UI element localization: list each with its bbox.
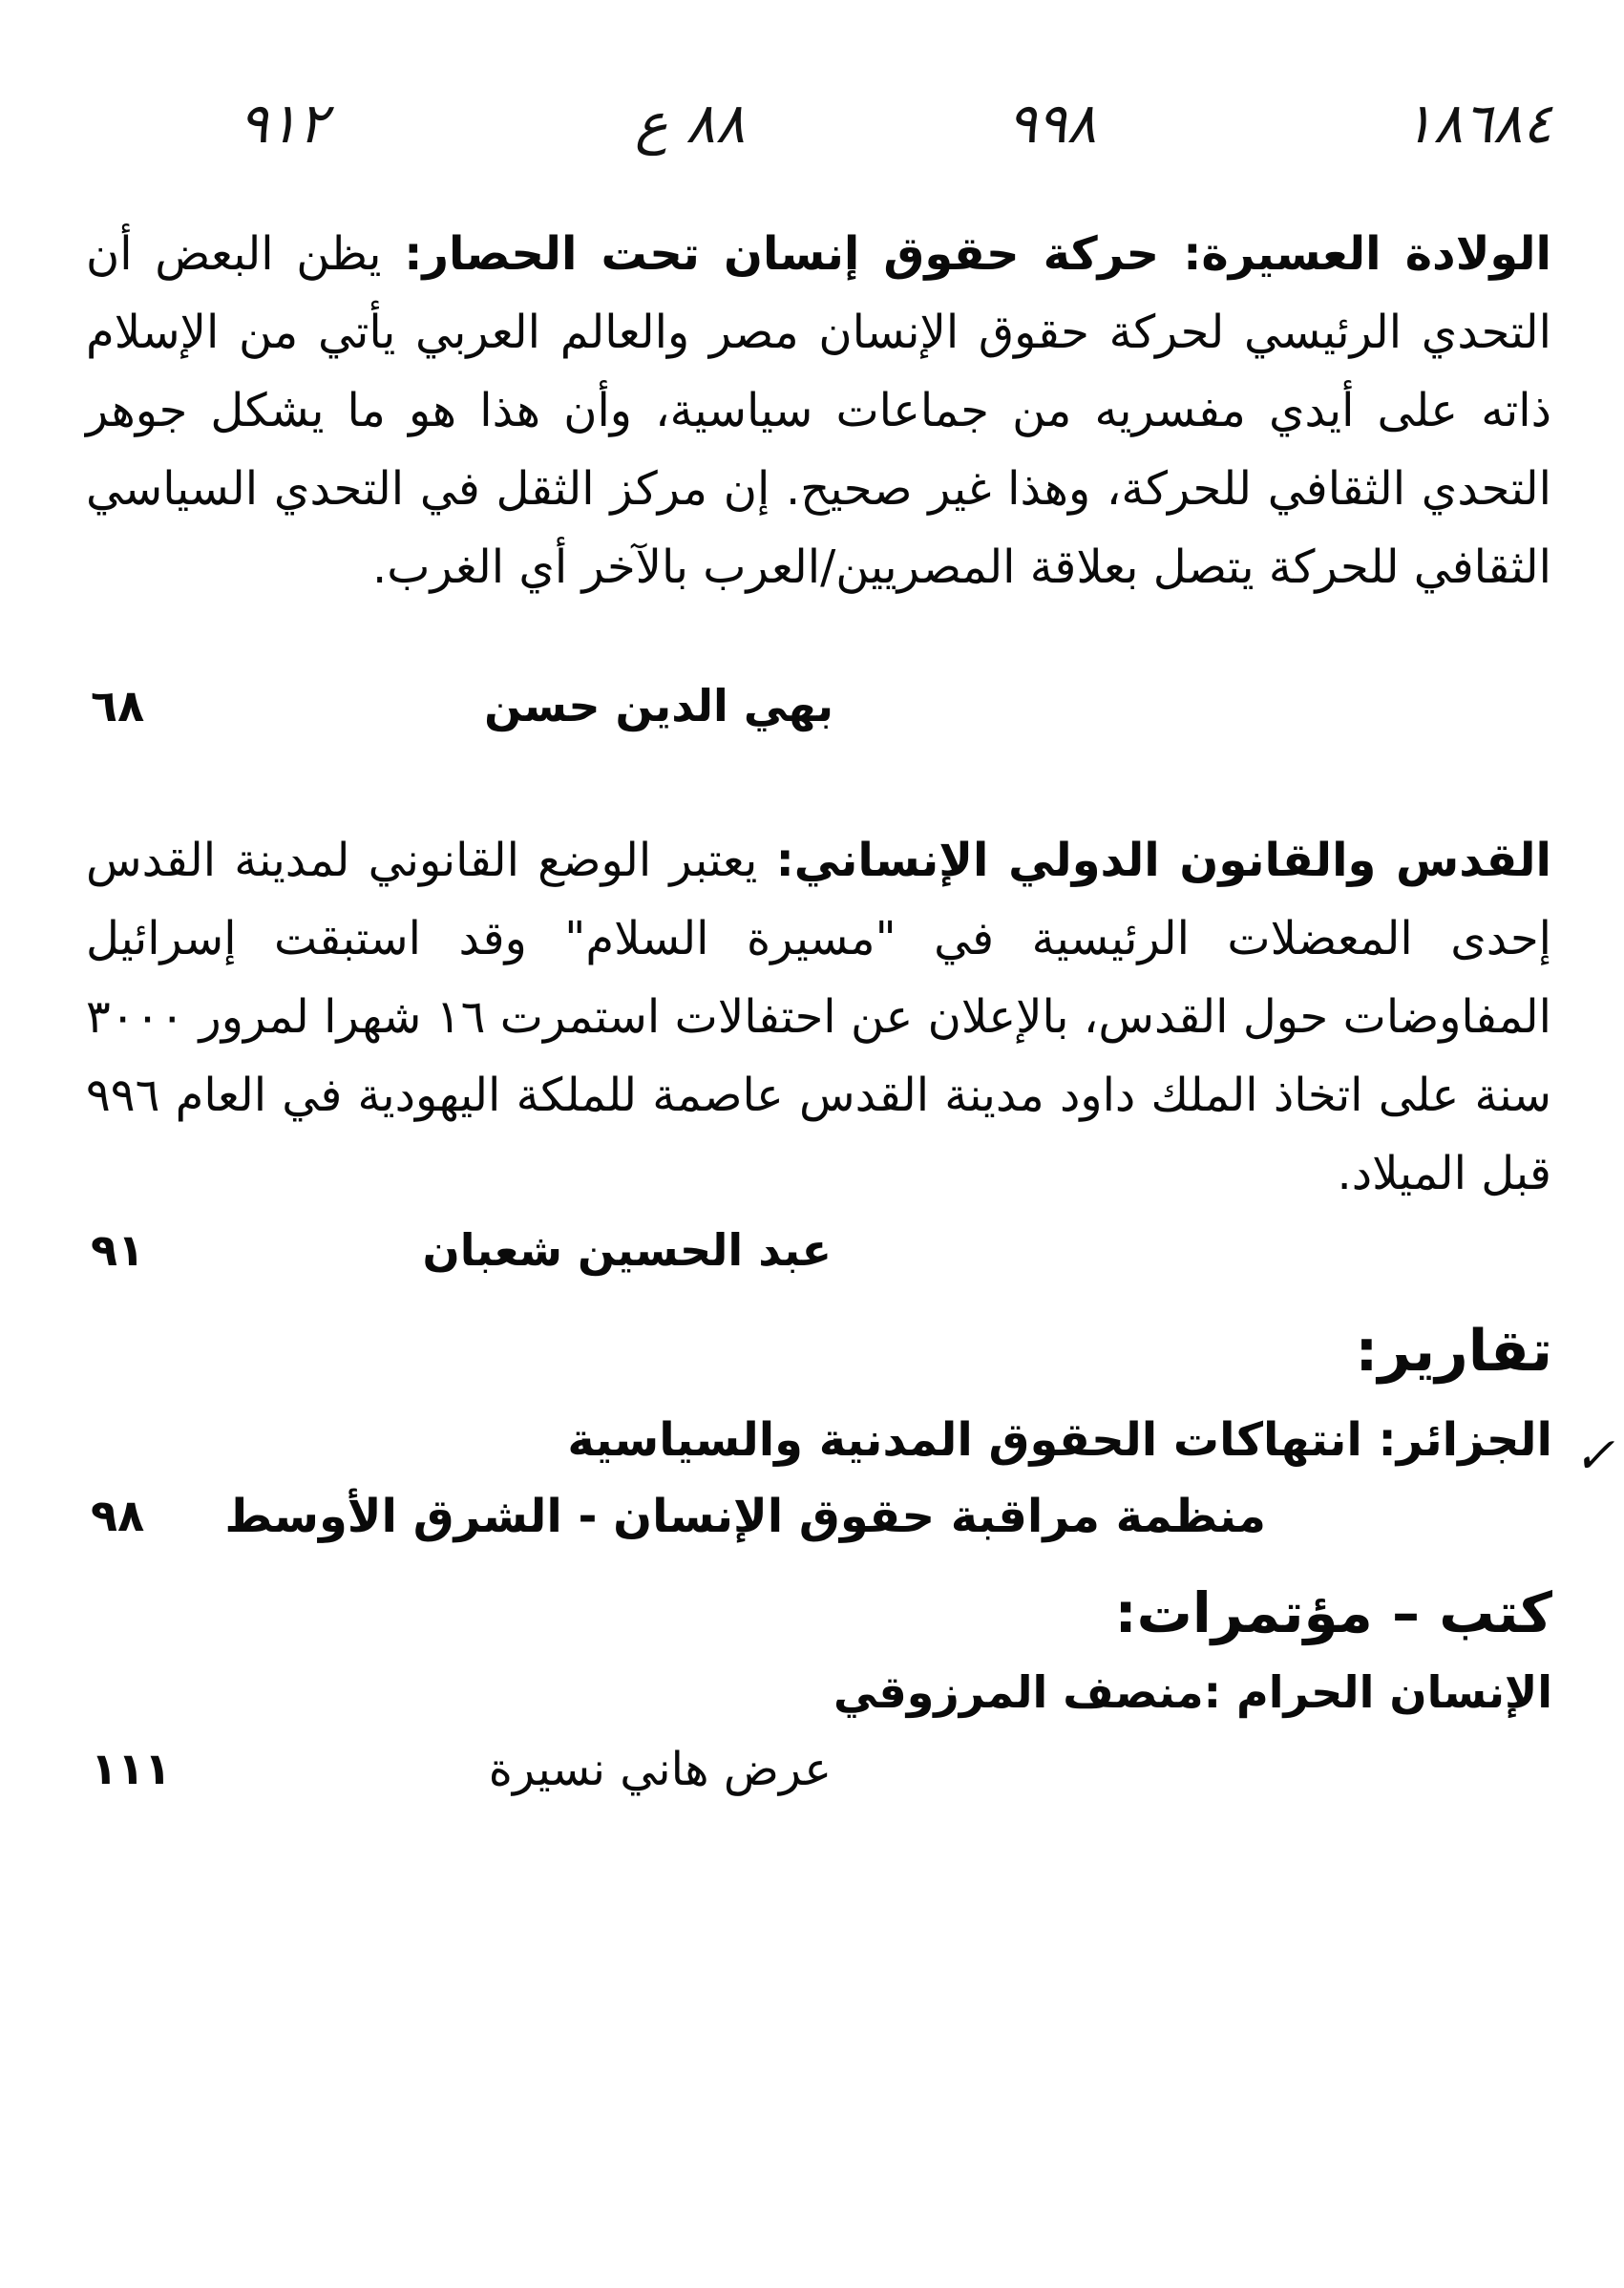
article-1-author: بهي الدين حسن xyxy=(484,680,833,731)
reports-heading: تقارير: xyxy=(1355,1318,1552,1385)
handwritten-note-4: ١٨٦٨٤ xyxy=(1403,91,1552,156)
article-2-author: عبد الحسين شعبان xyxy=(422,1224,832,1276)
article-2-text: يعتبر الوضع القانوني لمدينة القدس إحدى المعضلات الرئيسية في "مسيرة السلام" وقد استبقت إسرائيل المفاوضات حول القدس، بالإعلان عن احتفالات استمرت ١٦ شهرا لمرور ٣٠٠٠ سنة على اتخاذ الملك داود مدينة القدس عاصمة للملكة اليهودية في العام ٩٩٦ قبل الميلاد. xyxy=(86,834,1552,1200)
report-source: منظمة مراقبة حقوق الإنسان - الشرق الأوسط xyxy=(224,1490,1266,1543)
books-heading: كتب – مؤتمرات: xyxy=(1114,1580,1552,1645)
article-2-page-number: ٩١ xyxy=(91,1224,145,1276)
handwritten-note-1: ٩١٢ xyxy=(239,91,328,156)
book-title: الإنسان الحرام :منصف المرزوقي xyxy=(833,1666,1552,1718)
margin-check-mark: ✓ xyxy=(1573,1428,1615,1485)
book-reviewer: عرض هاني نسيرة xyxy=(488,1743,832,1796)
article-1-text: يظن البعض أن التحدي الرئيسي لحركة حقوق الإنسان مصر والعالم العربي يأتي من الإسلام ذاته على أيدي مفسريه من جماعات سياسية، وأن هذا هو ما يشكل جوهر التحدي الثقافي للحركة، وهذا غير صحيح. إن مركز الثقل في التحدي السياسي الثقافي للحركة يتصل بعلاقة المصريين/العرب بالآخر أي الغرب. xyxy=(86,227,1551,594)
book-page-number: ١١١ xyxy=(91,1743,172,1794)
report-page-number: ٩٨ xyxy=(91,1490,145,1541)
article-2-title: القدس والقانون الدولي الإنساني: xyxy=(775,834,1551,887)
article-1-body xyxy=(86,215,1551,606)
article-1-title: الولادة العسيرة: حركة حقوق إنسان تحت الحصار: xyxy=(404,227,1551,281)
report-title: الجزائر: انتهاكات الحقوق المدنية والسياسية xyxy=(567,1413,1552,1467)
article-1-page-number: ٦٨ xyxy=(91,680,145,731)
handwritten-note-2: ٨٨ ع xyxy=(635,91,746,156)
handwritten-note-3: ٩٩٨ xyxy=(1007,91,1097,156)
article-2-body xyxy=(86,821,1551,1213)
